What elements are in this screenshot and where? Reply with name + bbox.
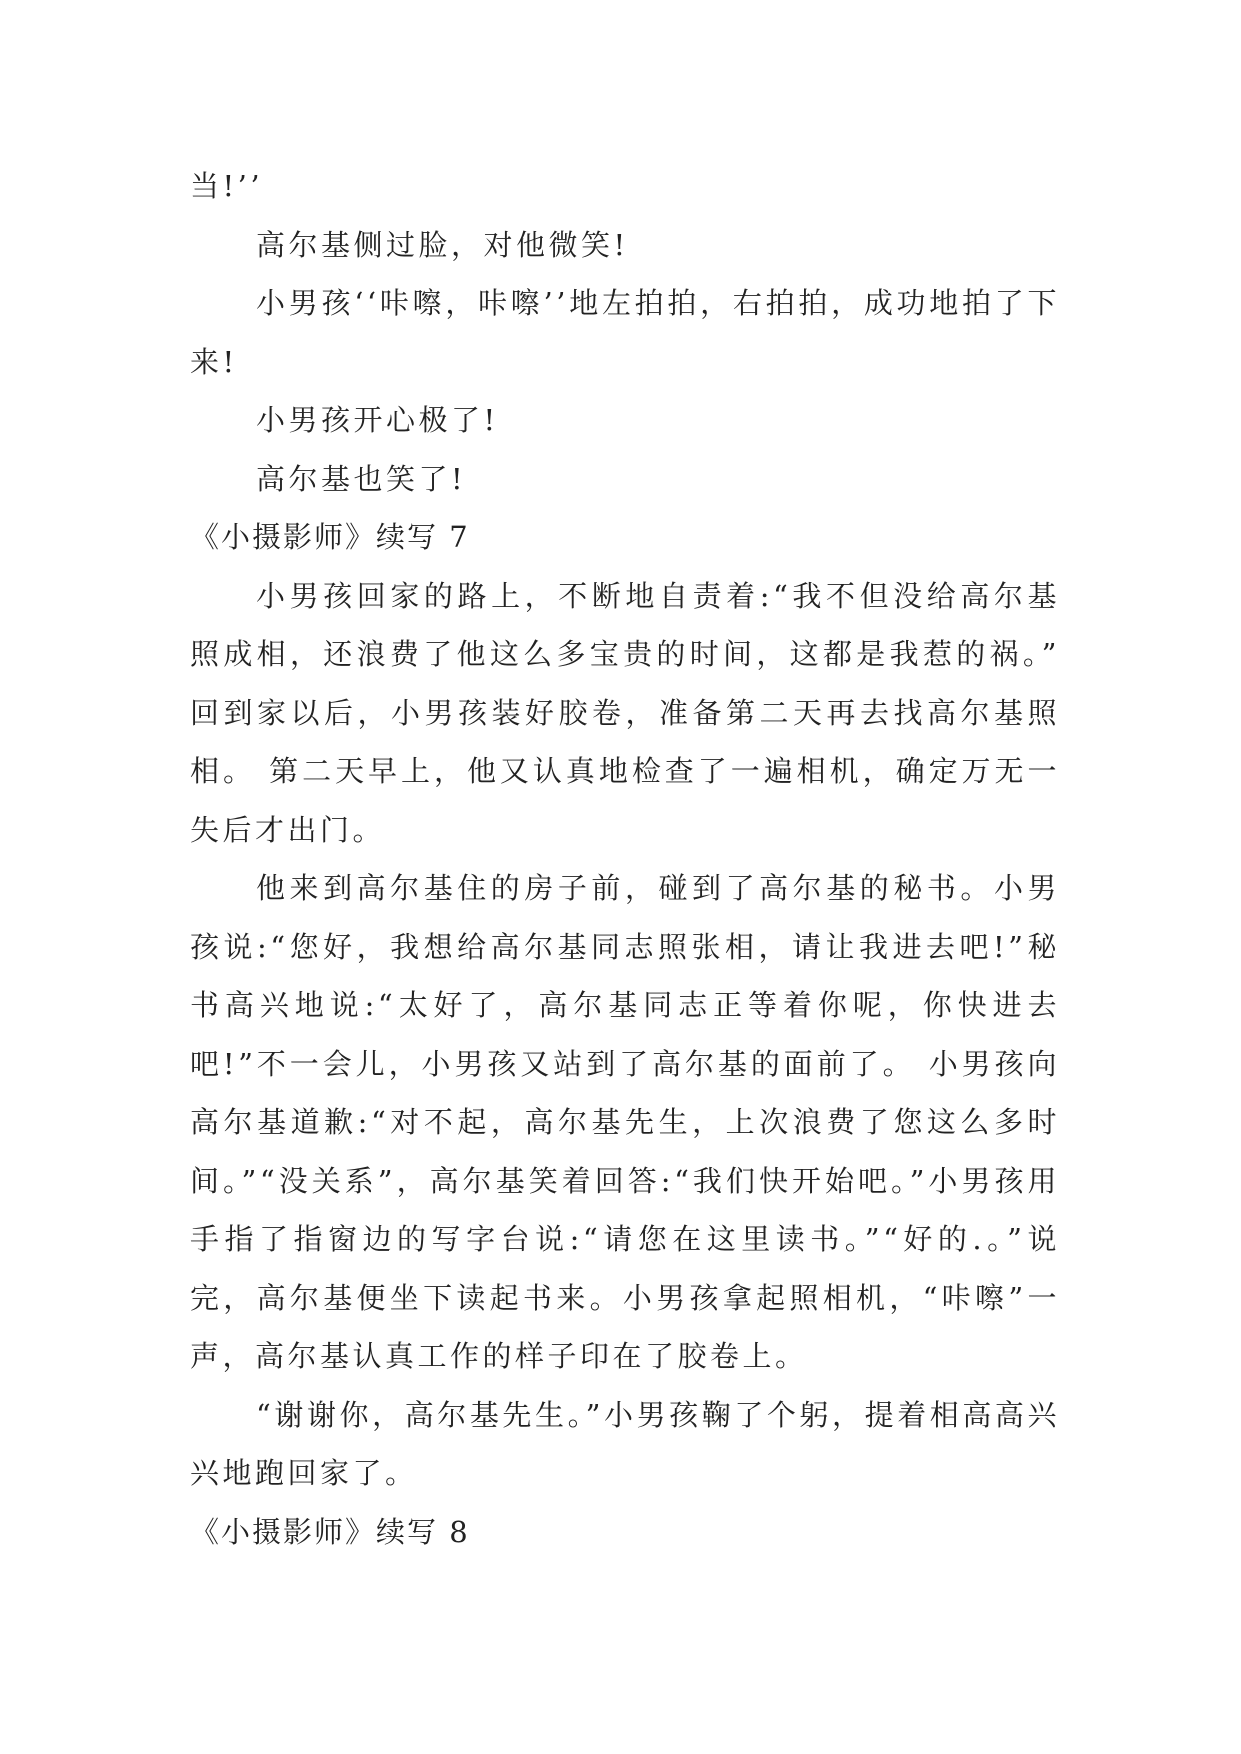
paragraph: 小男孩回家的路上，不断地自责着:“我不但没给高尔基照成相，还浪费了他这么多宝贵的时间，这都是我惹的祸。” 回到家以后，小男孩装好胶卷，准备第二天再去找高尔基照相。 第二天早上，他又认真地检查了一遍相机，确定万无一失后才出门。 (190, 578, 1060, 847)
paragraph: “谢谢你，高尔基先生。”小男孩鞠了个躬，提着相高高兴兴地跑回家了。 (190, 1397, 1060, 1490)
paragraph: 高尔基也笑了! (256, 461, 467, 496)
section-heading: 《小摄影师》续写 8 (190, 1514, 470, 1549)
paragraph-continuation: 当!’’ (190, 169, 264, 203)
paragraph: 小男孩开心极了! (256, 403, 499, 437)
document-body (190, 157, 1060, 1561)
section-heading: 《小摄影师》续写 7 (190, 520, 470, 554)
paragraph: 高尔基侧过脸，对他微笑! (256, 227, 629, 262)
paragraph: 他来到高尔基住的房子前，碰到了高尔基的秘书。小男孩说:“您好，我想给高尔基同志照张相，请让我进去吧!”秘书高兴地说:“太好了，高尔基同志正等着你呢，你快进去吧!”不一会儿，小男孩又站到了高尔基的面前了。 小男孩向高尔基道歉:“对不起，高尔基先生，上次浪费了您这么多时间。”“没关系”，高尔基笑着回答:“我们快开始吧。”小男孩用手指了指窗边的写字台说:“请您在这里读书。”“好的.。”说完，高尔基便坐下读起书来。小男孩拿起照相机，“咔嚓”一声，高尔基认真工作的样子印在了胶卷上。 (190, 871, 1060, 1373)
paragraph: 小男孩‘‘咔嚓，咔嚓’’地左拍拍，右拍拍，成功地拍了下来! (190, 286, 1060, 379)
